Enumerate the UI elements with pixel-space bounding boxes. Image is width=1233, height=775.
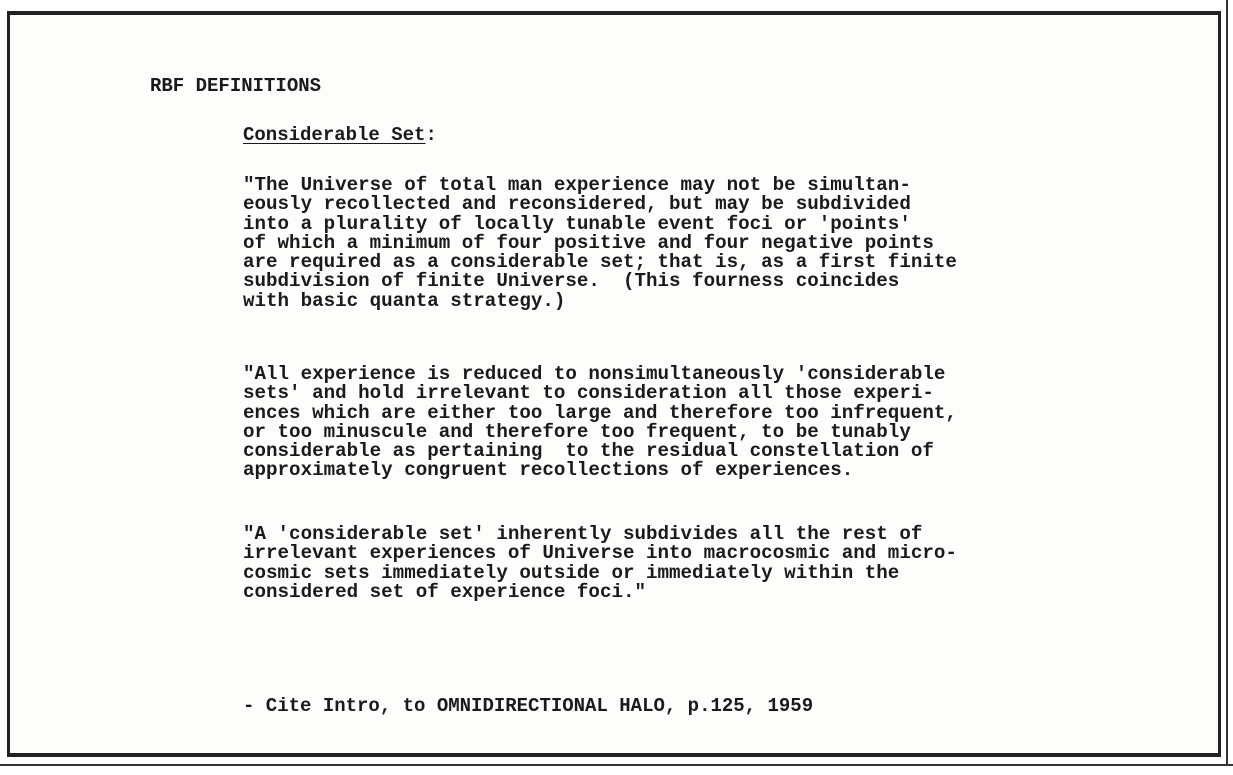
definition-paragraph-2: "All experience is reduced to nonsimultaneously 'considerable sets' and hold irrelevant to consideration all those experi- ences which are either too large and therefore too infrequent, or too minuscule and therefore too frequent, to be tunably considerable as pertaining to the residual constellation of approximately congruent recollections of experiences.	[243, 363, 957, 482]
citation: - Cite Intro, to OMNIDIRECTIONAL HALO, p.125, 1959	[243, 695, 814, 717]
term-word: Considerable Set	[243, 124, 426, 146]
adjacent-card-edge-bottom	[0, 764, 1233, 775]
definition-paragraph-1: "The Universe of total man experience may not be simultan- eously recollected and reconsidered, but may be subdivided into a plurality of locally tunable event foci or 'points' of which a minimum of four positive and four negative points are required as a considerable set; that is, as a first finite subdivision of finite Universe. (This fourness coincides with basic quanta strategy.)	[243, 174, 957, 312]
adjacent-card-edge	[1226, 0, 1233, 775]
term-colon: :	[425, 124, 437, 146]
definition-term	[243, 124, 437, 146]
section-title: RBF DEFINITIONS	[150, 75, 322, 97]
definition-paragraph-3: "A 'considerable set' inherently subdivides all the rest of irrelevant experiences of Universe into macrocosmic and micro- cosmic sets immediately outside or immediately within the considered set of experience foci."	[243, 523, 957, 603]
index-card	[7, 11, 1221, 757]
